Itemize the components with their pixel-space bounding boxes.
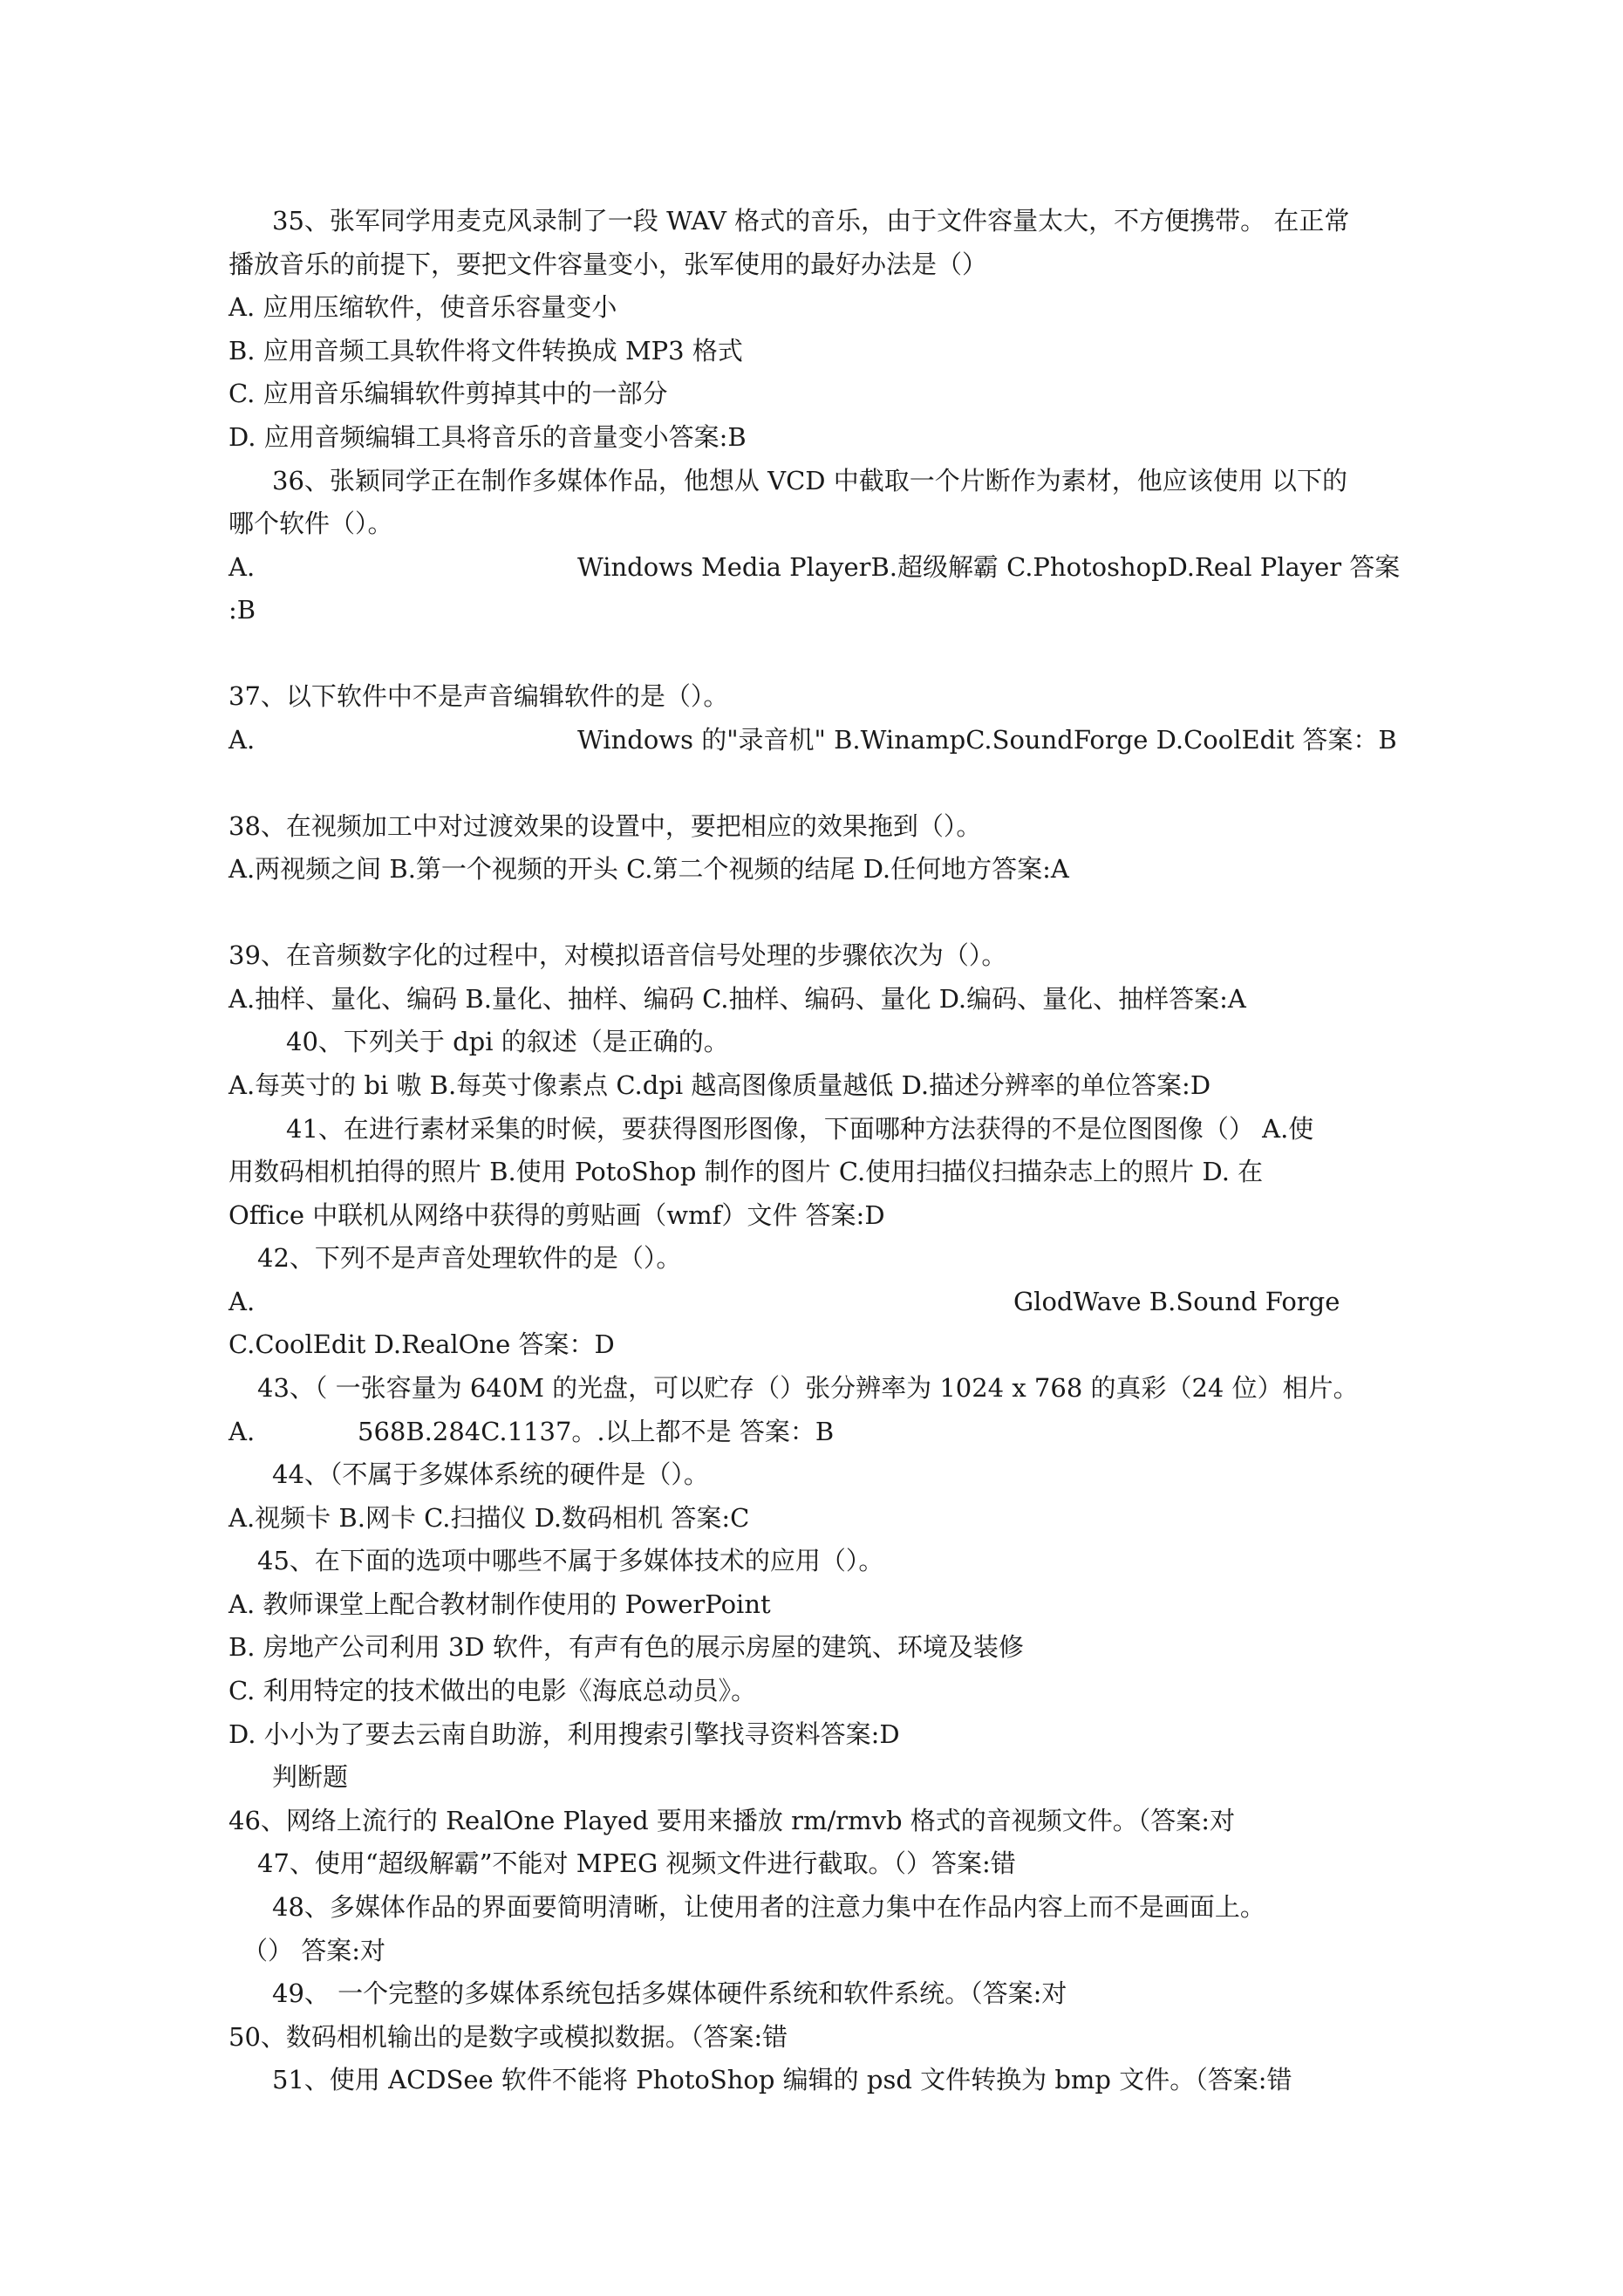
q36-options: Windows Media PlayerB.超级解霸 C.PhotoshopD.Real Player 答案 [577, 552, 1401, 582]
q51-statement: 51、使用 ACDSee 软件不能将 PhotoShop 编辑的 psd 文件转换为 bmp 文件。（答案:错 [272, 2065, 1292, 2094]
q45-option-c: C. 利用特定的技术做出的电影《海底总动员》。 [228, 1676, 757, 1705]
q45-option-b: B. 房地产公司利用 3D 软件，有声有色的展示房屋的建筑、环境及装修 [228, 1632, 1024, 1662]
q48-statement-line1: 48、多媒体作品的界面要简明清晰，让使用者的注意力集中在作品内容上而不是画面上。 [272, 1892, 1265, 1922]
q42-options-line2: C.CoolEdit D.RealOne 答案：D [228, 1329, 615, 1359]
q41-stem-line1: 41、在进行素材采集的时候，要获得图形图像，下面哪种方法获得的不是位图图像（） A.使 [286, 1114, 1314, 1144]
q42-stem: 42、下列不是声音处理软件的是（）。 [257, 1243, 682, 1273]
q50-statement: 50、数码相机输出的是数字或模拟数据。（答案:错 [228, 2022, 788, 2052]
q36-answer: :B [228, 595, 256, 625]
q45-option-a: A. 教师课堂上配合教材制作使用的 PowerPoint [228, 1589, 771, 1619]
q35-stem-line2: 播放音乐的前提下，要把文件容量变小，张军使用的最好办法是（） [228, 249, 988, 279]
q38-stem: 38、在视频加工中对过渡效果的设置中，要把相应的效果拖到（）。 [228, 811, 982, 841]
q43-options: 568B.284C.1137。.以上都不是 答案：B [358, 1417, 835, 1446]
q35-option-d: D. 应用音频编辑工具将音乐的音量变小答案:B [228, 422, 747, 452]
q47-statement: 47、使用“超级解霸”不能对 MPEG 视频文件进行截取。（）答案:错 [257, 1848, 1016, 1878]
q36-options-label: A. [228, 552, 256, 582]
q42-options-label: A. [228, 1287, 256, 1316]
q35-stem-line1: 35、张军同学用麦克风录制了一段 WAV 格式的音乐，由于文件容量太大，不方便携带。 在正常 [272, 206, 1350, 236]
q35-option-b: B. 应用音频工具软件将文件转换成 MP3 格式 [228, 336, 743, 366]
q40-stem: 40、下列关于 dpi 的叙述（是正确的。 [286, 1027, 729, 1056]
q42-options: GlodWave B.Sound Forge [1013, 1287, 1340, 1316]
q37-options: Windows 的"录音机" B.WinampC.SoundForge D.CoolEdit 答案：B [577, 725, 1397, 755]
q49-statement: 49、 一个完整的多媒体系统包括多媒体硬件系统和软件系统。（答案:对 [272, 1978, 1067, 2008]
section-heading: 判断题 [272, 1762, 349, 1792]
q43-options-label: A. [228, 1417, 256, 1446]
q44-stem: 44、（不属于多媒体系统的硬件是（）。 [272, 1459, 709, 1489]
q37-options-label: A. [228, 725, 256, 755]
q45-stem: 45、在下面的选项中哪些不属于多媒体技术的应用（）。 [257, 1546, 884, 1575]
q43-stem: 43、（ 一张容量为 640M 的光盘，可以贮存（）张分辨率为 1024 x 768 的真彩（24 位）相片。 [257, 1373, 1359, 1403]
q41-stem-line3: Office 中联机从网络中获得的剪贴画（wmf）文件 答案:D [228, 1200, 885, 1230]
q35-option-c: C. 应用音乐编辑软件剪掉其中的一部分 [228, 379, 668, 408]
q40-options: A.每英寸的 bi 嗷 B.每英寸像素点 C.dpi 越高图像质量越低 D.描述分辨率的单位答案:D [228, 1070, 1211, 1100]
q41-stem-line2: 用数码相机拍得的照片 B.使用 PotoShop 制作的图片 C.使用扫描仪扫描杂志上的照片 D. 在 [228, 1157, 1264, 1186]
q37-stem: 37、以下软件中不是声音编辑软件的是（）。 [228, 681, 729, 711]
q44-options: A.视频卡 B.网卡 C.扫描仪 D.数码相机 答案:C [228, 1503, 750, 1533]
q36-stem-line2: 哪个软件（）。 [228, 509, 393, 538]
q35-option-a: A. 应用压缩软件，使音乐容量变小 [228, 292, 617, 322]
q38-options: A.两视频之间 B.第一个视频的开头 C.第二个视频的结尾 D.任何地方答案:A [228, 854, 1069, 884]
q46-statement: 46、网络上流行的 RealOne Played 要用来播放 rm/rmvb 格式的音视频文件。（答案:对 [228, 1806, 1236, 1835]
q36-stem-line1: 36、张颖同学正在制作多媒体作品，他想从 VCD 中截取一个片断作为素材，他应该使用 以下的 [272, 466, 1347, 495]
q39-options: A.抽样、量化、编码 B.量化、抽样、编码 C.抽样、编码、量化 D.编码、量化、抽样答案:A [228, 984, 1246, 1014]
q48-statement-line2: （） 答案:对 [242, 1936, 385, 1965]
q39-stem: 39、在音频数字化的过程中，对模拟语音信号处理的步骤依次为（）。 [228, 940, 1007, 970]
q45-option-d: D. 小小为了要去云南自助游，利用搜索引擎找寻资料答案:D [228, 1719, 900, 1749]
